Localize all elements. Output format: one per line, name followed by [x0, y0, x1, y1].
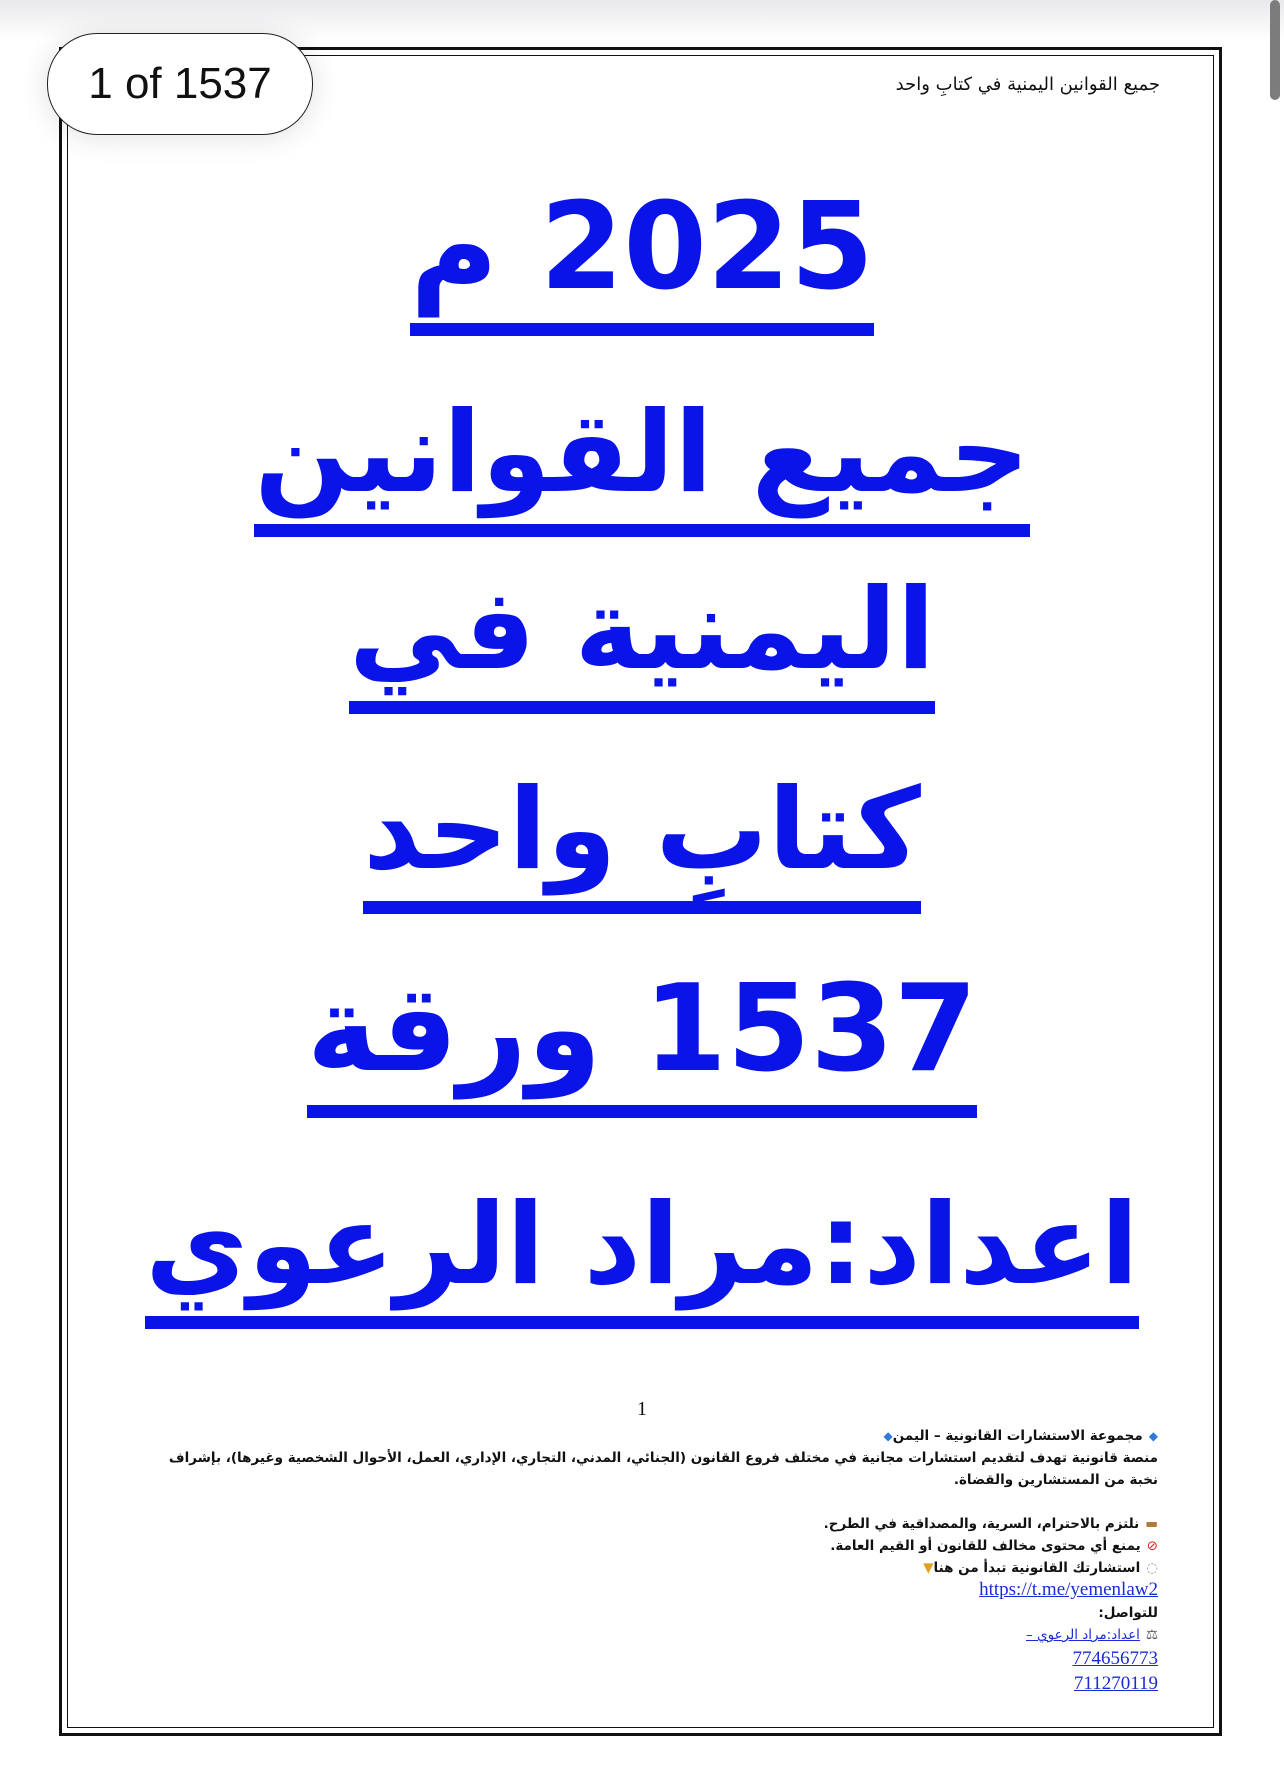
- title-line-one-book: كتابِ واحد: [0, 765, 1284, 914]
- title-line-page-count: 1537 ورقة: [0, 960, 1284, 1118]
- scroll-icon: ▬: [1145, 1516, 1158, 1532]
- footer-rule-1: ▬نلتزم بالاحترام، السرية، والمصداقية في الطرح.: [168, 1513, 1158, 1535]
- group-name: مجموعة الاستشارات القانونية – اليمن: [892, 1428, 1143, 1444]
- title-year: 2025 م: [0, 178, 1284, 336]
- scales-icon: ⚖: [1145, 1627, 1158, 1643]
- no-entry-icon: ⊘: [1146, 1538, 1158, 1554]
- contact-label: للتواصل:: [1098, 1605, 1158, 1621]
- footer-group-line: [168, 1425, 1158, 1447]
- running-header: جميع القوانين اليمنية في كتابِ واحد: [895, 74, 1160, 95]
- title-line-author: اعداد:مراد الرعوي: [0, 1180, 1284, 1329]
- footer-cta: ◌استشارتك القانونية تبدأ من هنا▼: [168, 1557, 1158, 1579]
- blue-diamond-icon: ◆: [883, 1429, 893, 1443]
- telegram-link[interactable]: https://t.me/yemenlaw2: [979, 1579, 1158, 1600]
- page-counter: 1 of 1537: [47, 33, 313, 135]
- footer-author: ⚖اعداد:مراد الرعوي –: [168, 1624, 1158, 1646]
- phone-1[interactable]: 774656773: [1072, 1648, 1158, 1669]
- pointing-down-icon: ▼: [923, 1560, 934, 1576]
- title-line-yemeni: اليمنية في: [0, 565, 1284, 714]
- page-number: 1: [637, 1398, 647, 1420]
- scrollbar[interactable]: [1270, 0, 1280, 100]
- blue-diamond-icon: ◆: [1148, 1429, 1158, 1443]
- footer-notes: [168, 1425, 1158, 1696]
- title-line-all-laws: جميع القوانين: [0, 388, 1284, 537]
- footer-description: منصة قانونية تهدف لتقديم استشارات مجانية في مختلف فروع القانون (الجنائي، المدني، التجاري، الإداري، العمل، الأحوال الشخصية وغيرها)، بإشراف نخبة من المستشارين والقضاة.: [168, 1450, 1158, 1488]
- speech-bubble-icon: ◌: [1146, 1560, 1158, 1576]
- phone-2[interactable]: 711270119: [1073, 1673, 1158, 1694]
- footer-rule-2: ⊘يمنع أي محتوى مخالف للقانون أو القيم العامة.: [168, 1535, 1158, 1557]
